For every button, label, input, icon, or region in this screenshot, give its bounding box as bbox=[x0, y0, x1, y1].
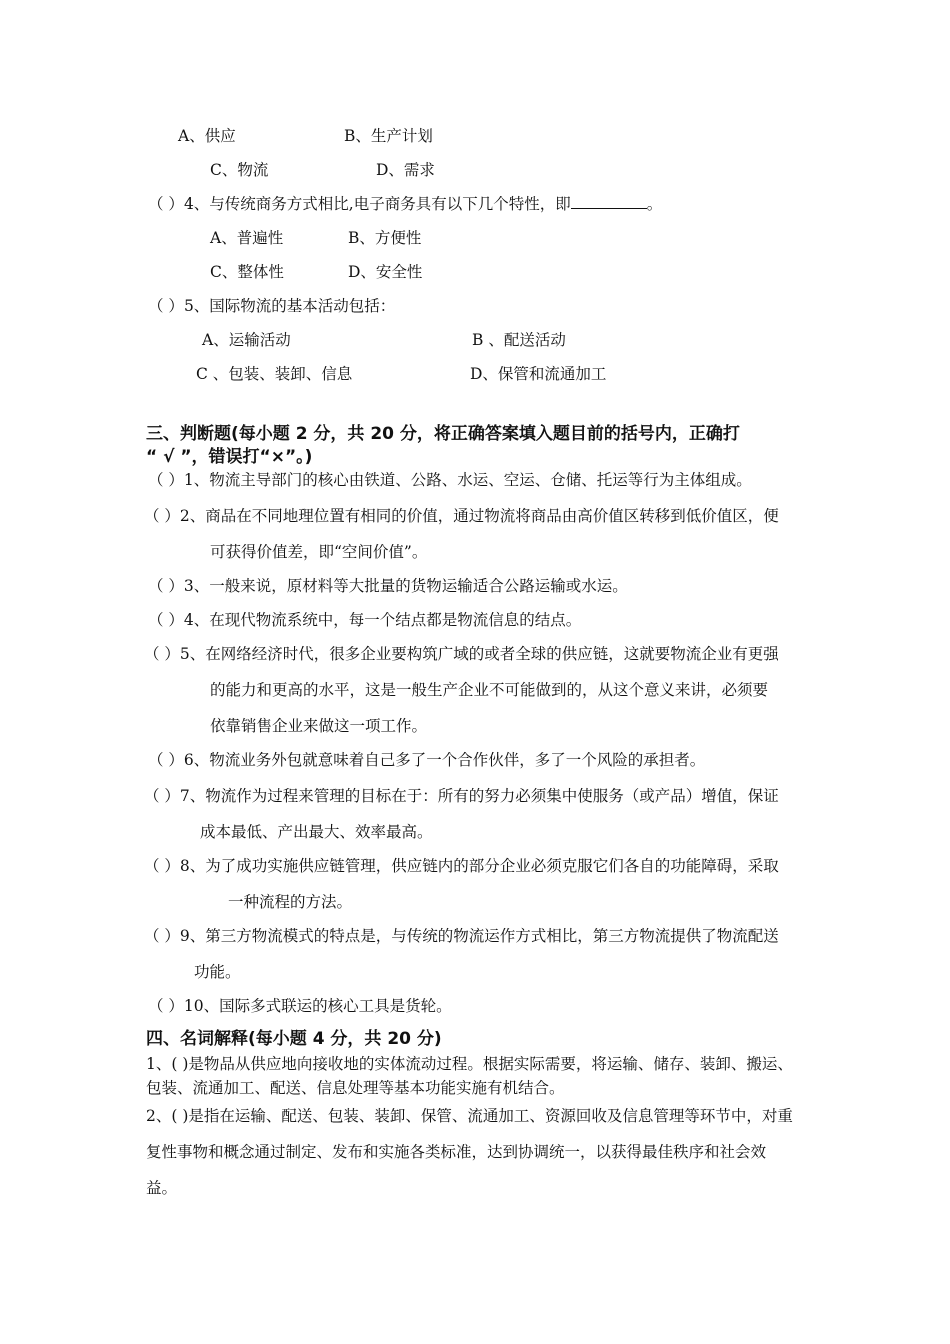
definition-item-cont: 益。 bbox=[146, 1179, 178, 1197]
section-heading: 三、判断题(每小题 2 分，共 20 分，将正确答案填入题目前的括号内，正确打 bbox=[146, 424, 740, 444]
judgment-item: （ ）7、物流作为过程来管理的目标在于：所有的努力必须集中使服务（或产品）增值，保证 bbox=[144, 787, 779, 805]
question-text: 5、国际物流的基本活动包括： bbox=[183, 297, 396, 315]
option-d: D、安全性 bbox=[348, 263, 423, 281]
option-a: A、供应 bbox=[178, 127, 236, 145]
option-d: D、保管和流通加工 bbox=[470, 365, 607, 383]
judgment-item: （ ）3、一般来说，原材料等大批量的货物运输适合公路运输或水运。 bbox=[148, 577, 628, 595]
judgment-item-cont: 功能。 bbox=[194, 963, 241, 981]
question-4 bbox=[148, 194, 662, 214]
answer-paren: （ ） bbox=[148, 195, 184, 213]
judgment-item: （ ）8、为了成功实施供应链管理，供应链内的部分企业必须克服它们各自的功能障碍，采取 bbox=[144, 857, 779, 875]
question-5 bbox=[148, 296, 395, 316]
judgment-item: （ ）5、在网络经济时代，很多企业要构筑广域的或者全球的供应链，这就要物流企业有更强 bbox=[144, 645, 779, 663]
judgment-item: （ ）2、商品在不同地理位置有相同的价值，通过物流将商品由高价值区转移到低价值区，便 bbox=[144, 507, 779, 525]
definition-item: 2、( )是指在运输、配送、包装、装卸、保管、流通加工、资源回收及信息管理等环节中，对重 bbox=[146, 1107, 793, 1125]
definition-item-cont: 包装、流通加工、配送、信息处理等基本功能实施有机结合。 bbox=[146, 1079, 565, 1097]
section-heading: “ √ ”，错误打“×”。) bbox=[146, 447, 313, 467]
section-heading: 四、名词解释(每小题 4 分，共 20 分) bbox=[146, 1029, 442, 1049]
judgment-item: （ ）10、国际多式联运的核心工具是货轮。 bbox=[148, 997, 452, 1015]
option-b: B 、配送活动 bbox=[472, 331, 566, 349]
judgment-item: （ ）4、在现代物流系统中，每一个结点都是物流信息的结点。 bbox=[148, 611, 582, 629]
judgment-item-cont: 的能力和更高的水平，这是一般生产企业不可能做到的，从这个意义来讲，必须要 bbox=[210, 681, 769, 699]
option-c: C 、包装、装卸、信息 bbox=[196, 365, 353, 383]
fill-blank bbox=[571, 194, 647, 209]
option-a: A、普遍性 bbox=[210, 229, 284, 247]
option-c: C、物流 bbox=[210, 161, 269, 179]
question-end: 。 bbox=[646, 195, 663, 213]
option-b: B、方便性 bbox=[348, 229, 422, 247]
question-text: 4、与传统商务方式相比,电子商务具有以下几个特性，即 bbox=[183, 195, 571, 213]
judgment-item: （ ）1、物流主导部门的核心由铁道、公路、水运、空运、仓储、托运等行为主体组成。 bbox=[148, 471, 752, 489]
judgment-item-cont: 依靠销售企业来做这一项工作。 bbox=[210, 717, 428, 735]
judgment-item-cont: 一种流程的方法。 bbox=[228, 893, 353, 911]
option-d: D、需求 bbox=[376, 161, 435, 179]
judgment-item: （ ）6、物流业务外包就意味着自己多了一个合作伙伴，多了一个风险的承担者。 bbox=[148, 751, 706, 769]
judgment-item: （ ）9、第三方物流模式的特点是，与传统的物流运作方式相比，第三方物流提供了物流配送 bbox=[144, 927, 779, 945]
option-c: C、整体性 bbox=[210, 263, 284, 281]
definition-item-cont: 复性事物和概念通过制定、发布和实施各类标准，达到协调统一，以获得最佳秩序和社会效 bbox=[146, 1143, 767, 1161]
option-b: B、生产计划 bbox=[344, 127, 433, 145]
option-a: A、运输活动 bbox=[202, 331, 291, 349]
answer-paren: （ ） bbox=[148, 297, 184, 315]
judgment-item-cont: 成本最低、产出最大、效率最高。 bbox=[200, 823, 433, 841]
definition-item: 1、( )是物品从供应地向接收地的实体流动过程。根据实际需要，将运输、储存、装卸、搬运、 bbox=[146, 1055, 793, 1073]
judgment-item-cont: 可获得价值差，即“空间价值”。 bbox=[210, 543, 428, 561]
